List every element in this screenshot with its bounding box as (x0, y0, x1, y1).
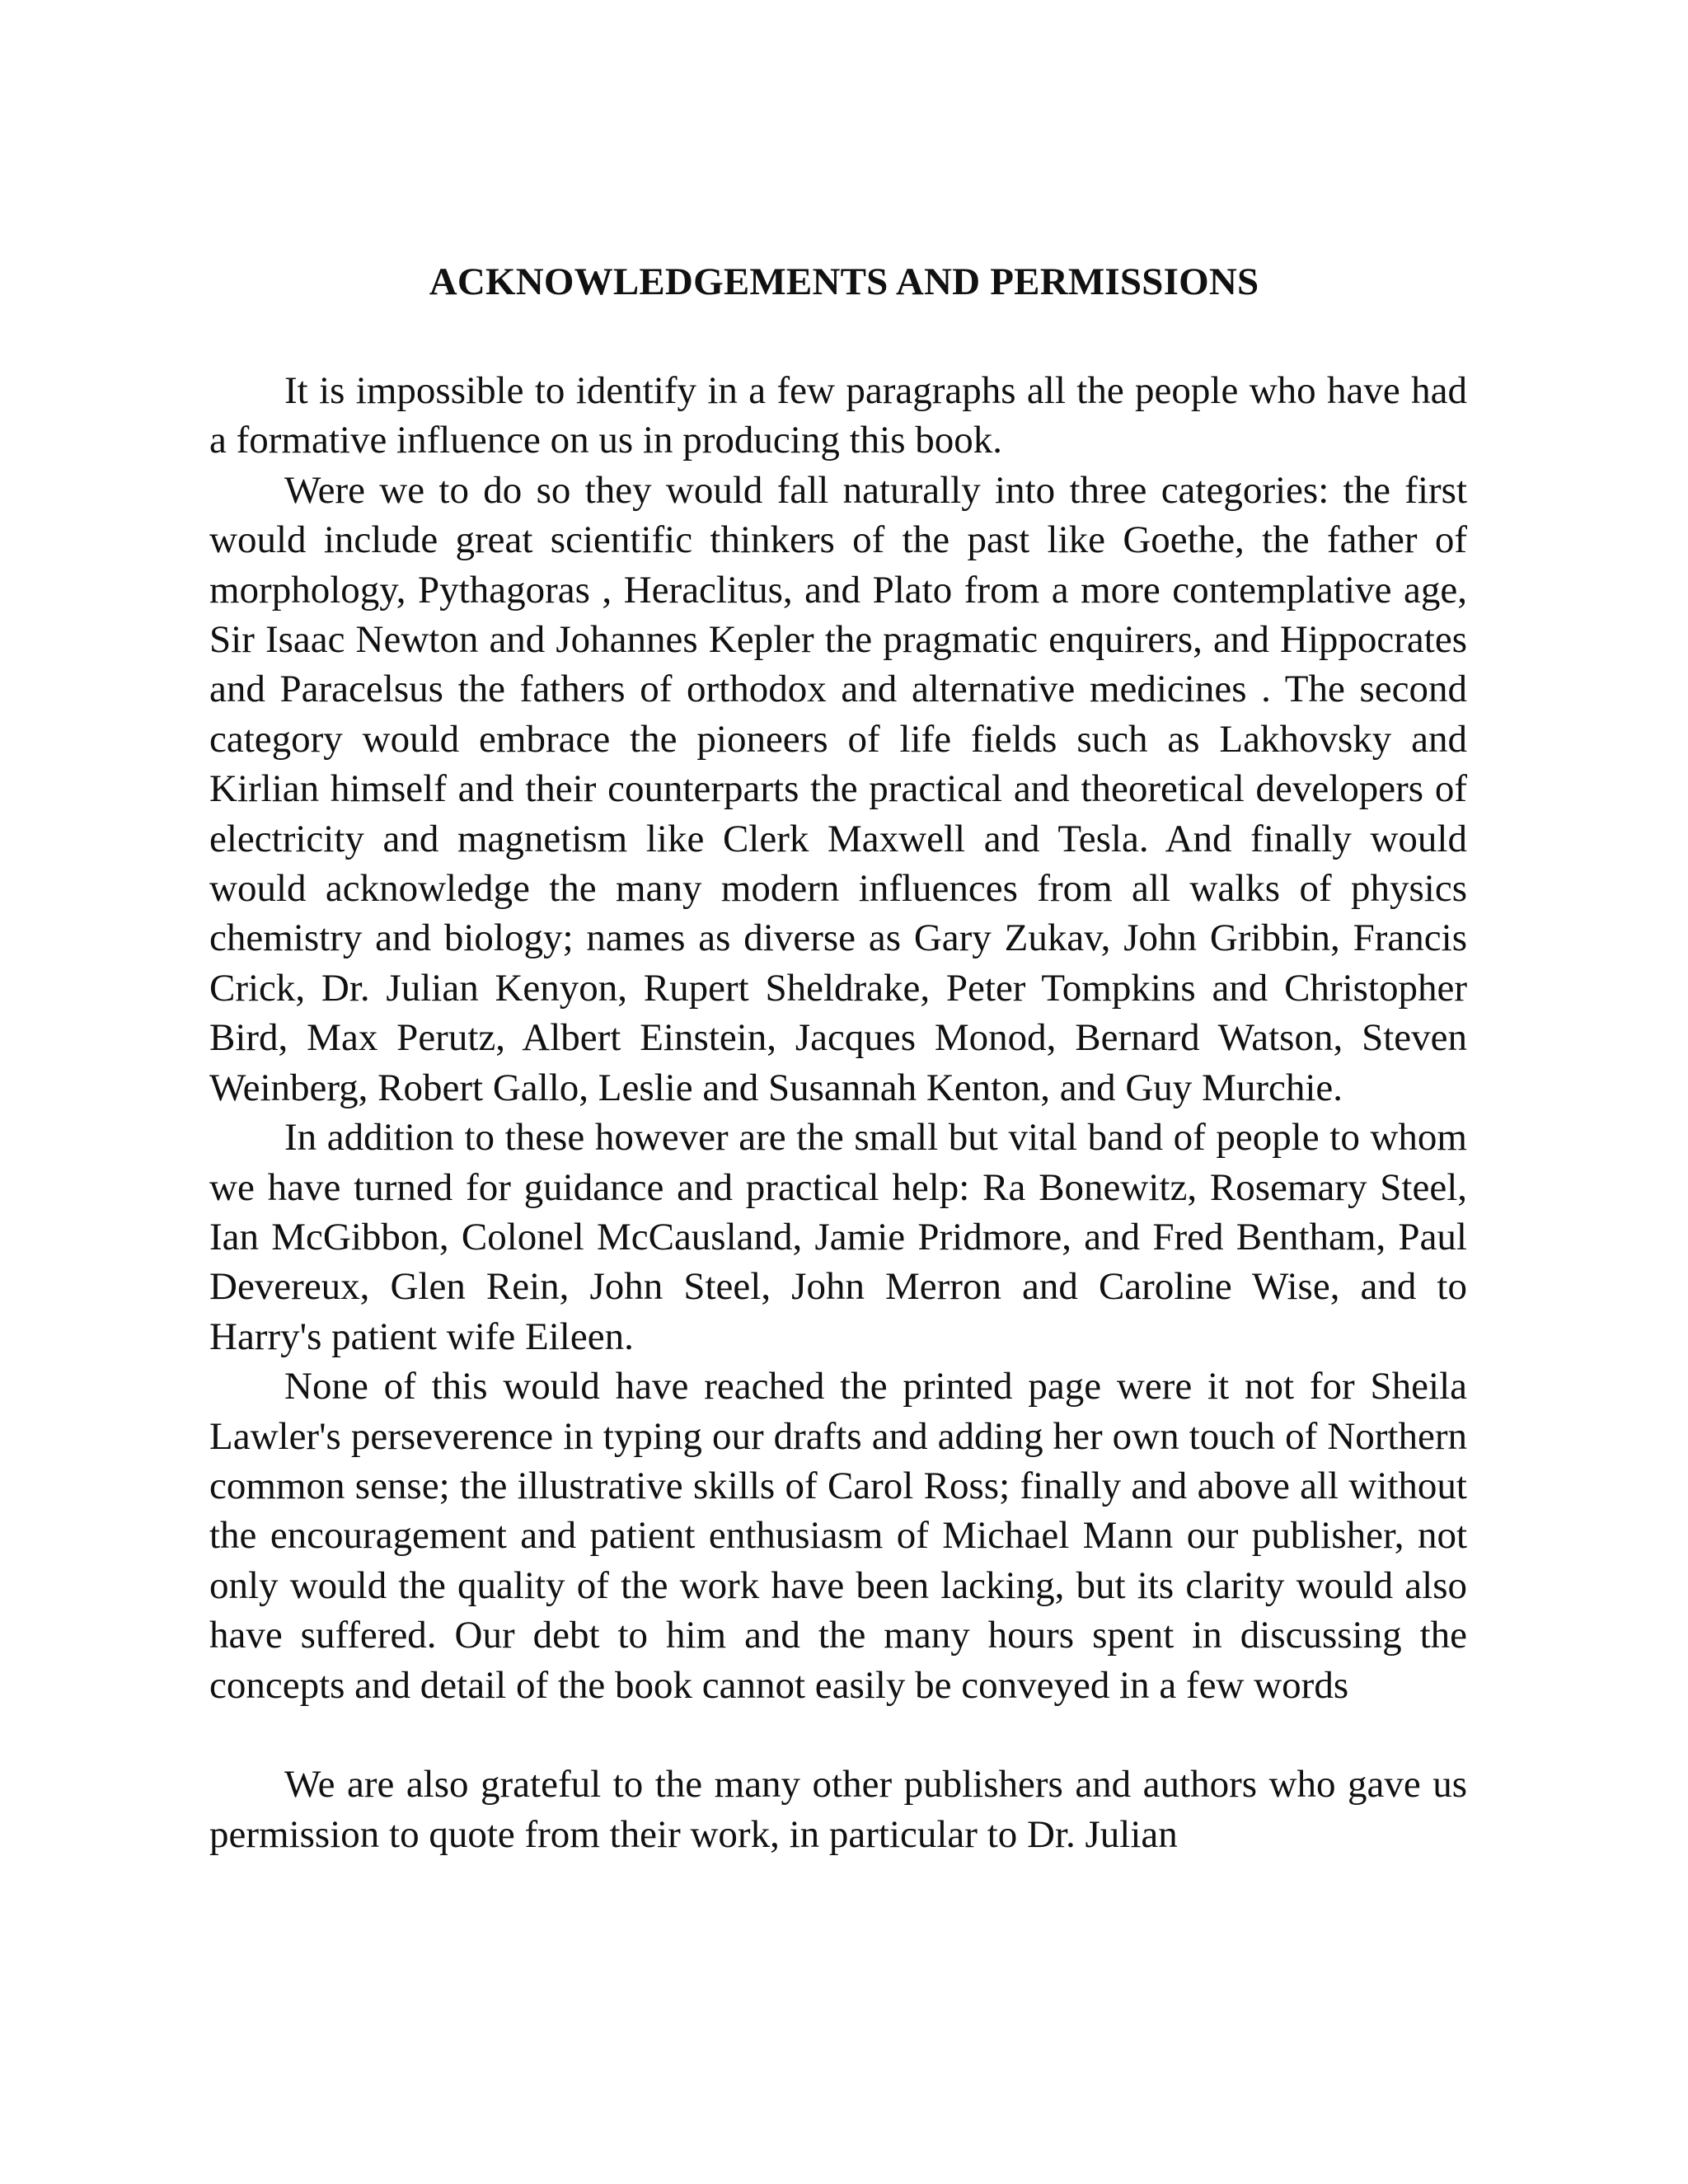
paragraph-3: In addition to these however are the small but vital band of people to whom we have turned for guidance and practical help: Ra Bonewitz, Rosemary Steel, Ian McGibbon, Colonel McCausland, Jamie Pridmore, and Fred Bentham, Paul Devereux, Glen Rein, John Steel, John Merron and Caroline Wise, and to Harry's patient wife Eileen. (209, 1116, 1467, 1358)
paragraph-4: None of this would have reached the printed page were it not for Sheila Lawler's perseverence in typing our drafts and adding her own touch of Northern common sense; the illustrative skills of Carol Ross; finally and above all without the encouragement and patient enthusiasm of Michael Mann our publisher, not only would the quality of the work have been lacking, but its clarity would also have suffered. Our debt to him and the many hours spent in discussing the concepts and detail of the book cannot easily be conveyed in a few words (209, 1365, 1467, 1707)
paragraph-5: We are also grateful to the many other publishers and authors who gave us permission to quote from their work, in particular to Dr. Julian (209, 1763, 1467, 1856)
page-title: ACKNOWLEDGEMENTS AND PERMISSIONS (429, 260, 1259, 303)
document-body (209, 366, 1467, 1859)
paragraph-1: It is impossible to identify in a few paragraphs all the people who have had a formative influence on us in producing this book. (209, 369, 1467, 462)
paragraph-2: Were we to do so they would fall naturally into three categories: the first would include great scientific thinkers of the past like Goethe, the father of morphology, Pythagoras , Heraclitus, and Plato from a more contemplative age, Sir Isaac Newton and Johannes Kepler the pragmatic enquirers, and Hippocrates and Paracelsus the fathers of orthodox and alternative medicines . The second category would embrace the pioneers of life fields such as Lakhovsky and Kirlian himself and their counterparts the practical and theoretical developers of electricity and magnetism like Clerk Maxwell and Tesla. And finally would would acknowledge the many modern influences from all walks of physics chemistry and biology; names as diverse as Gary Zukav, John Gribbin, Francis Crick, Dr. Julian Kenyon, Rupert Sheldrake, Peter Tompkins and Christopher Bird, Max Perutz, Albert Einstein, Jacques Monod, Bernard Watson, Steven Weinberg, Robert Gallo, Leslie and Susannah Kenton, and Guy Murchie. (209, 468, 1467, 1109)
paragraph-gap (209, 1710, 1467, 1760)
